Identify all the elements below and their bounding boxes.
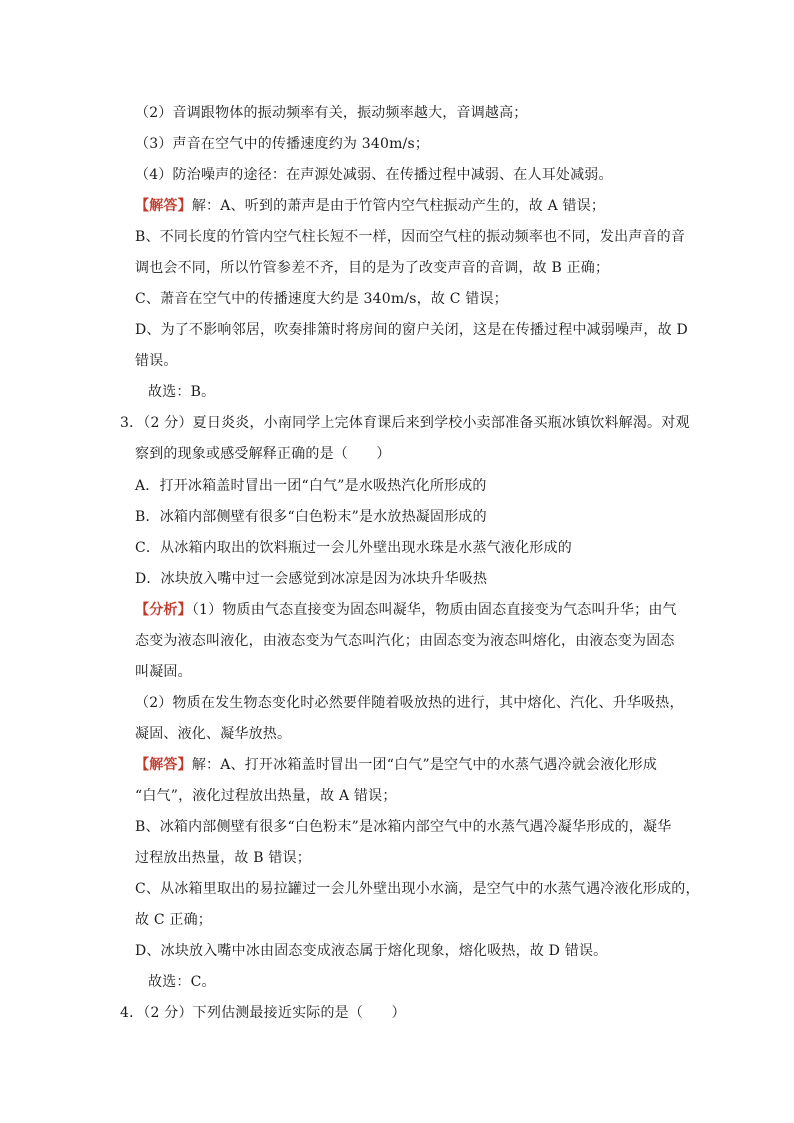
text-line: 故选：C。 [148, 974, 216, 990]
text-line: 故选：B。 [148, 384, 216, 400]
option-a: A．打开冰箱盖时冒出一团“白气”是水吸热汽化所形成的 [135, 478, 487, 494]
option-d: D．冰块放入嘴中过一会感觉到冰凉是因为冰块升华吸热 [135, 571, 488, 587]
text-line: （2）音调跟物体的振动频率有关，振动频率越大，音调越高； [135, 105, 528, 121]
text-line: “白气”，液化过程放出热量，故 A 错误； [135, 788, 397, 804]
text-line: D、冰块放入嘴中冰由固态变成液态属于熔化现象，熔化吸热，故 D 错误。 [135, 943, 608, 959]
text-line: 调也会不同，所以竹管参差不齐，目的是为了改变声音的音调，故 B 正确； [135, 260, 610, 276]
analysis-line [135, 600, 677, 620]
analysis-text: （1）物质由气态直接变为固态叫凝华，物质由固态直接变为气态叫升华；由气 [191, 602, 677, 618]
text-line: C、萧音在空气中的传播速度大约是 340m/s，故 C 错误； [135, 291, 508, 307]
question-4: 4．（2 分）下列估测最接近实际的是（ ） [120, 1005, 406, 1021]
option-b: B．冰箱内部侧壁有很多“白色粉末”是水放热凝固形成的 [135, 509, 487, 525]
analysis-tag: 【分析】 [135, 602, 192, 618]
text-line: 态变为液态叫液化，由液态变为气态叫汽化；由固态变为液态叫熔化，由液态变为固态 [135, 633, 675, 649]
text-line: B、不同长度的竹管内空气柱长短不一样，因而空气柱的振动频率也不同，发出声音的音 [135, 229, 686, 245]
text-line: （4）防治噪声的途径：在声源处减弱、在传播过程中减弱、在人耳处减弱。 [135, 167, 613, 183]
text-line: 错误。 [135, 353, 178, 369]
text-line: （2）物质在发生物态变化时必然要伴随着吸放热的进行，其中熔化、汽化、升华吸热， [135, 695, 684, 711]
option-c: C．从冰箱内取出的饮料瓶过一会儿外壁出现水珠是水蒸气液化形成的 [135, 540, 572, 556]
text-line: B、冰箱内部侧壁有很多“白色粉末”是冰箱内部空气中的水蒸气遇冷凝华形成的，凝华 [135, 819, 672, 835]
text-line: 凝固、液化、凝华放热。 [135, 726, 292, 742]
text-line: （3）声音在空气中的传播速度约为 340m/s； [135, 136, 430, 152]
text-line: 叫凝固。 [135, 664, 192, 680]
text-line: 故 C 正确； [135, 912, 213, 928]
answer-line [135, 196, 605, 216]
text-line: 察到的现象或感受解释正确的是（ ） [135, 446, 391, 462]
answer-tag: 【解答】 [135, 757, 192, 773]
answer-line [135, 755, 657, 775]
answer-tag: 【解答】 [135, 198, 192, 214]
text-line: C、从冰箱里取出的易拉罐过一会儿外壁出现小水滴，是空气中的水蒸气遇冷液化形成的， [135, 881, 700, 897]
answer-text: 解：A、听到的萧声是由于竹管内空气柱振动产生的，故 A 错误； [191, 198, 606, 214]
text-line: D、为了不影响邻居，吹奏排箫时将房间的窗户关闭，这是在传播过程中减弱噪声，故 D [135, 322, 688, 338]
answer-text: 解：A、打开冰箱盖时冒出一团“白气”是空气中的水蒸气遇冷就会液化形成 [191, 757, 658, 773]
text-line: 过程放出热量，故 B 错误； [135, 850, 311, 866]
question-3: 3．（2 分）夏日炎炎，小南同学上完体育课后来到学校小卖部准备买瓶冰镇饮料解渴。对观 [120, 415, 690, 431]
